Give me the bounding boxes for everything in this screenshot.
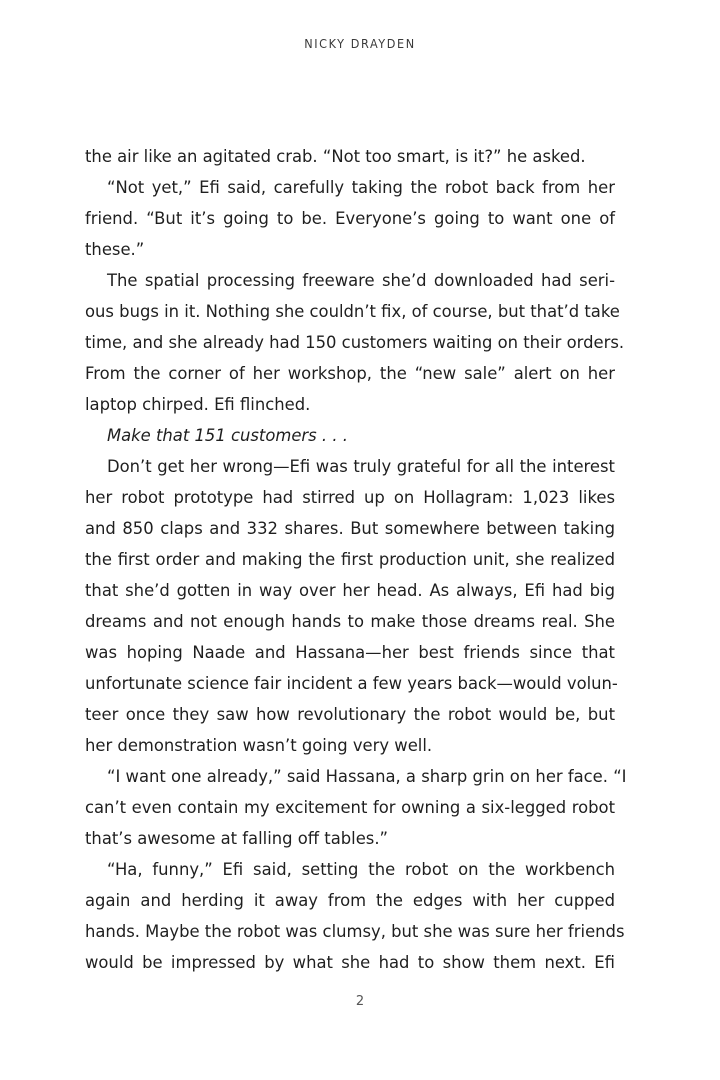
body-text xyxy=(85,141,627,978)
text-line: her demonstration wasn’t going very well. xyxy=(85,736,433,755)
text-line: can’t even contain my excitement for owning a six-legged robot xyxy=(85,798,615,817)
text-line: “Ha, funny,” Efi said, setting the robot on the workbench xyxy=(107,860,615,879)
text-line: the air like an agitated crab. “Not too smart, is it?” he asked. xyxy=(85,147,586,166)
text-line: “I want one already,” said Hassana, a sharp grin on her face. “I xyxy=(107,767,627,786)
text-line: unfortunate science fair incident a few years back—would volun- xyxy=(85,674,618,693)
text-line: laptop chirped. Efi flinched. xyxy=(85,395,311,414)
text-line: hands. Maybe the robot was clumsy, but she was sure her friends xyxy=(85,922,625,941)
text-line: teer once they saw how revolutionary the robot would be, but xyxy=(85,705,615,724)
text-line: was hoping Naade and Hassana—her best friends since that xyxy=(85,643,615,662)
text-line: would be impressed by what she had to show them next. Efi xyxy=(85,953,615,972)
text-line-italic: Make that 151 customers . . . xyxy=(107,426,348,445)
text-line: her robot prototype had stirred up on Hollagram: 1,023 likes xyxy=(85,488,615,507)
text-line: From the corner of her workshop, the “new sale” alert on her xyxy=(85,364,615,383)
text-line: these.” xyxy=(85,240,145,259)
text-line: that she’d gotten in way over her head. As always, Efi had big xyxy=(85,581,615,600)
text-line: and 850 claps and 332 shares. But somewhere between taking xyxy=(85,519,615,538)
text-line: ous bugs in it. Nothing she couldn’t fix, of course, but that’d take xyxy=(85,302,620,321)
running-head: NICKY DRAYDEN xyxy=(304,36,416,51)
text-line: friend. “But it’s going to be. Everyone’s going to want one of xyxy=(85,209,615,228)
text-line: The spatial processing freeware she’d downloaded had seri- xyxy=(107,271,615,290)
text-line: that’s awesome at falling off tables.” xyxy=(85,829,389,848)
page-number: 2 xyxy=(355,994,365,1009)
text-line: time, and she already had 150 customers waiting on their orders. xyxy=(85,333,625,352)
text-line: Don’t get her wrong—Efi was truly grateful for all the interest xyxy=(107,457,615,476)
text-line: the first order and making the first production unit, she realized xyxy=(85,550,615,569)
text-line: again and herding it away from the edges with her cupped xyxy=(85,891,615,910)
text-line: “Not yet,” Efi said, carefully taking the robot back from her xyxy=(107,178,615,197)
text-line: dreams and not enough hands to make those dreams real. She xyxy=(85,612,615,631)
